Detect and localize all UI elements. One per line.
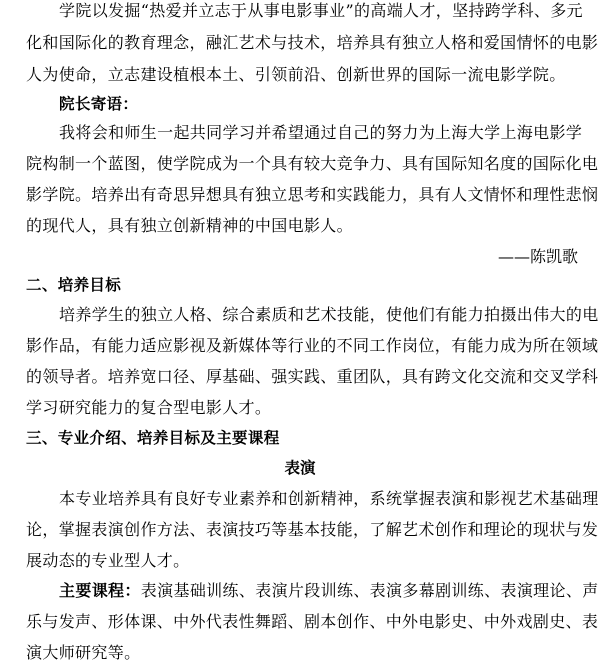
dean-message-line-1: 我将会和师生一起共同学习并希望通过自己的努力为上海大学上海电影学 bbox=[59, 123, 583, 142]
dean-message-line-4: 的现代人，具有独立创新精神的中国电影人。 bbox=[26, 216, 354, 235]
intro-line-1: 学院以发掘“热爱并立志于从事电影事业”的高端人才，坚持跨学科、多元 bbox=[59, 1, 583, 20]
courses-line-3: 演大师研究等。 bbox=[26, 643, 141, 662]
section-3-heading: 三、专业介绍、培养目标及主要课程 bbox=[26, 429, 280, 447]
dean-signature: ——陈凯歌 bbox=[497, 247, 578, 266]
section-2-line-1: 培养学生的独立人格、综合素质和艺术技能，使他们有能力拍摄出伟大的电 bbox=[59, 305, 599, 324]
dean-message-title: 院长寄语： bbox=[59, 95, 139, 113]
major-desc-line-1: 本专业培养具有良好专业素养和创新精神，系统掌握表演和影视艺术基础理 bbox=[59, 489, 599, 508]
intro-line-2: 化和国际化的教育理念，融汇艺术与技术，培养具有独立人格和爱国情怀的电影 bbox=[26, 33, 599, 52]
section-2-line-4: 学习研究能力的复合型电影人才。 bbox=[26, 398, 272, 417]
courses-text-1: 表演基础训练、表演片段训练、表演多幕剧训练、表演理论、声 bbox=[140, 581, 599, 600]
major-title: 表演 bbox=[284, 459, 316, 477]
dean-message-line-2: 院构制一个蓝图，使学院成为一个具有较大竞争力、具有国际知名度的国际化电 bbox=[26, 154, 599, 173]
section-2-line-2: 影作品，有能力适应影视及新媒体等行业的不同工作岗位，有能力成为所在领域 bbox=[26, 336, 599, 355]
major-desc-line-3: 展动态的专业型人才。 bbox=[26, 551, 190, 570]
courses-label: 主要课程： bbox=[59, 581, 141, 600]
courses-line-1 bbox=[59, 580, 599, 602]
major-desc-line-2: 论，掌握表演创作方法、表演技巧等基本技能，了解艺术创作和理论的现状与发 bbox=[26, 520, 599, 539]
section-2-heading: 二、培养目标 bbox=[26, 276, 122, 294]
dean-message-line-3: 影学院。培养出有奇思异想具有独立思考和实践能力，具有人文情怀和理性悲悯 bbox=[26, 185, 599, 204]
courses-line-2: 乐与发声、形体课、中外代表性舞蹈、剧本创作、中外电影史、中外戏剧史、表 bbox=[26, 612, 599, 631]
section-2-line-3: 的领导者。培养宽口径、厚基础、强实践、重团队，具有跨文化交流和交叉学科 bbox=[26, 367, 599, 386]
intro-line-3: 人为使命，立志建设植根本土、引领前沿、创新世界的国际一流电影学院。 bbox=[26, 65, 566, 84]
